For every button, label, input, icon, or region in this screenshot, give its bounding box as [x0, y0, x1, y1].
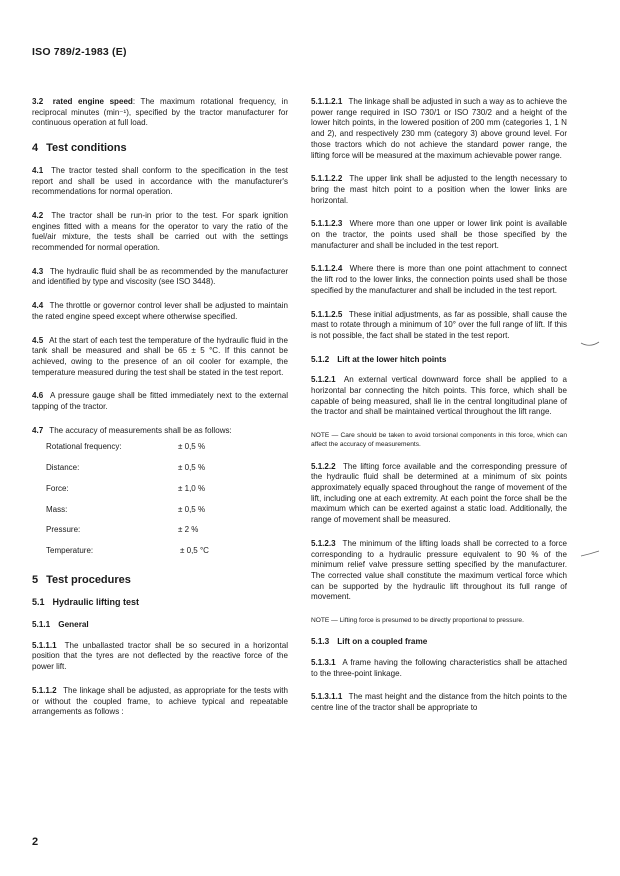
clause-text: : The maximum rotational frequency, in reciprocal minutes (min⁻¹), specified by the tractor manufacturer for continuous operation at full load. [32, 97, 288, 128]
clause-number: 4.1 [32, 165, 44, 175]
quantity: Force: [46, 483, 69, 493]
clause-number: 5.1.1.2.2 [311, 174, 343, 184]
table-row [46, 463, 209, 484]
subsection-5-1-3-heading [311, 637, 567, 648]
clause-5-1-1-2-1 [311, 97, 567, 161]
clause-5-1-1-2 [32, 686, 288, 718]
clause-5-1-2-3 [311, 539, 567, 603]
clause-text: A frame having the following characteristics shall be attached to the three-point linkage. [311, 657, 567, 678]
tolerance: ± 2 % [178, 525, 199, 535]
clause-text: The throttle or governor control lever shall be adjusted to maintain the rated engine speed except where otherwise specified. [32, 301, 288, 321]
subsection-5-1-1-heading [32, 620, 288, 631]
clause-number: 4.5 [32, 335, 44, 345]
tolerance: ± 1,0 % [178, 483, 206, 493]
term: rated engine speed [52, 97, 133, 106]
section-number: 5 [32, 573, 39, 586]
clause-3-2 [32, 97, 288, 129]
clause-4-5 [32, 336, 288, 379]
clause-text: An external vertical downward force shall be applied to a horizontal bar connecting the hitch points. This force, which shall be capable of being measured, shall lie in the central longitudinal plane of the tractor and shall be maintained vertical throughout the lift range. [311, 375, 567, 417]
clause-5-1-1-2-3 [311, 219, 567, 251]
clause-text: At the start of each test the temperature of the hydraulic fluid in the tank shall be measured and shall be 65 ± 5 °C. If this cannot be achieved, owing to the presence of an oil cooler for example, the temperature measured during the test shall be stated in the test report. [32, 335, 288, 377]
clause-number: 5.1.2.3 [311, 538, 336, 548]
clause-5-1-3-1-1 [311, 692, 567, 713]
table-row [46, 546, 209, 567]
clause-number: 4.3 [32, 266, 44, 276]
clause-number: 5.1.2.1 [311, 375, 336, 385]
quantity: Pressure: [46, 525, 81, 535]
clause-number: 4.7 [32, 425, 44, 435]
section-title: General [58, 620, 89, 629]
clause-text: The lifting force available and the corresponding pressure of the hydraulic fluid shall be determined at a minimum of six points approximately equally spaced throughout the range of movement of the lift, including one at each extremity. At each point the force shall be the maximum which can be exerted against a static load. Additionally, the range of movement shall be measured. [311, 461, 567, 525]
clause-number: 5.1.1.1 [32, 640, 57, 650]
clause-4-1 [32, 166, 288, 198]
clause-number: 5.1.1.2.5 [311, 309, 343, 319]
section-number: 5.1 [32, 597, 45, 608]
clause-4-7 [32, 426, 288, 437]
tolerance: ± 0,5 % [178, 504, 206, 514]
section-title: Lift at the lower hitch points [337, 354, 447, 364]
clause-5-1-1-1 [32, 641, 288, 673]
clause-number: 4.6 [32, 391, 44, 401]
clause-number: 5.1.3.1 [311, 657, 336, 667]
table-row [46, 442, 209, 463]
subsection-5-1-2-heading [311, 355, 567, 366]
clause-number: 5.1.1.2.1 [311, 97, 343, 106]
table-row [46, 505, 209, 526]
page-number: 2 [32, 836, 39, 848]
tolerance: ± 0,5 % [178, 442, 206, 452]
clause-number: 4.4 [32, 301, 44, 311]
quantity: Temperature: [46, 545, 94, 555]
clause-text: Where there is more than one point attachment to connect the lift rod to the lower links, the connection points used shall be those specified by the manufacturer and shall be included in the test report. [311, 264, 567, 295]
clause-text: The minimum of the lifting loads shall be corrected to a force corresponding to a hydraulic pressure equivalent to 90 % of the minimum relief valve pressure setting specified by the manufacturer. The corrected value shall constitute the maximum vertical force which can be supported by the hydraulic lift throughout its full range of movement. [311, 538, 567, 602]
quantity: Mass: [46, 504, 68, 514]
clause-number: 4.2 [32, 210, 44, 220]
section-number: 5.1.2 [311, 354, 330, 364]
note-lifting-force: NOTE — Lifting force is presumed to be directly proportional to pressure. [311, 617, 524, 625]
right-column [311, 97, 567, 727]
clause-text: The unballasted tractor shall be so secured in a horizontal position that the tyres are not deflected by the reactive force of the power lift. [32, 640, 288, 672]
quantity: Rotational frequency: [46, 442, 122, 452]
clause-text: The hydraulic fluid shall be as recommended by the manufacturer and identified by type and viscosity (see ISO 3448). [32, 266, 289, 287]
clause-number: 5.1.3.1.1 [311, 692, 343, 702]
accuracy-table [46, 442, 209, 566]
clause-5-1-1-2-2 [311, 174, 567, 206]
clause-5-1-2-1 [311, 375, 567, 418]
section-number: 5.1.3 [311, 637, 330, 647]
clause-number: 5.1.1.2.4 [311, 264, 343, 274]
clause-text: The linkage shall be adjusted in such a way as to achieve the power range required in ISO 730/1 or ISO 730/2 and a height of the lower hitch points, in the lowered position of 200 mm (categories 1, 1 N and 2), and respectively 230 mm (category 3) above ground level. For those tractors which do not achieve the standard power range, the lifting force will be measured at the maximum achievable power range. [311, 97, 568, 160]
clause-4-4 [32, 301, 288, 322]
section-title: Hydraulic lifting test [52, 597, 140, 608]
clause-text: A pressure gauge shall be fitted immediately next to the external tapping of the tractor. [32, 391, 289, 412]
section-title: Test procedures [46, 573, 131, 586]
section-5-heading [32, 575, 288, 586]
clause-5-1-2-2 [311, 462, 567, 526]
quantity: Distance: [46, 463, 80, 473]
scan-mark [580, 340, 600, 350]
section-title: Test conditions [46, 142, 127, 155]
clause-4-3 [32, 267, 288, 288]
clause-5-1-1-2-4 [311, 264, 567, 296]
table-row [46, 525, 209, 546]
clause-text: The mast height and the distance from the hitch points to the centre line of the tractor shall be appropriate to [311, 692, 567, 713]
clause-4-2 [32, 211, 288, 254]
scan-mark [580, 550, 600, 560]
left-column [32, 97, 288, 731]
clause-number: 5.1.1.2 [32, 685, 57, 695]
clause-number: 5.1.1.2.3 [311, 219, 343, 229]
note-torsional: NOTE — Care should be taken to avoid torsional components in this force, which can affect the accuracy of measurements. [311, 432, 567, 449]
clause-5-1-3-1 [311, 658, 567, 679]
tolerance: ± 0,5 °C [180, 545, 209, 555]
clause-number: 3.2 [32, 97, 44, 106]
section-title: Lift on a coupled frame [337, 637, 428, 647]
clause-text: The tractor tested shall conform to the specification in the test report and shall be used in accordance with the manufacturer's recommendations for normal operation. [32, 165, 288, 197]
clause-text: The upper link shall be adjusted to the length necessary to bring the mast hitch point to a position when the lower links are horizontal. [311, 174, 568, 205]
clause-text: Where more than one upper or lower link point is available on the tractor, the points used shall be those specified by the manufacturer and shall be included in the test report. [311, 219, 567, 250]
section-4-heading [32, 143, 288, 154]
clause-number: 5.1.2.2 [311, 461, 336, 471]
clause-text: The linkage shall be adjusted, as appropriate for the tests with or without the coupled frame, to achieve typical and repeatable arrangements as follows : [32, 685, 288, 717]
tolerance: ± 0,5 % [178, 463, 206, 473]
clause-text: These initial adjustments, as far as possible, shall cause the mast to rotate through a minimum of 10° over the full range of lift. If this is not possible, the fact shall be stated in the test report. [311, 309, 567, 340]
table-row [46, 484, 209, 505]
section-number: 5.1.1 [32, 620, 51, 629]
document-id: ISO 789/2-1983 (E) [32, 46, 127, 58]
clause-5-1-1-2-5 [311, 310, 567, 342]
clause-4-6 [32, 391, 288, 412]
clause-text: The accuracy of measurements shall be as follows: [49, 425, 232, 435]
subsection-5-1-heading [32, 597, 288, 608]
section-number: 4 [32, 142, 39, 155]
clause-text: The tractor shall be run-in prior to the test. For spark ignition engines fitted with a means for the operator to vary the ratio of the fuel/air mixture, the tests shall be carried out with the settings recommended for normal operation. [32, 210, 288, 253]
